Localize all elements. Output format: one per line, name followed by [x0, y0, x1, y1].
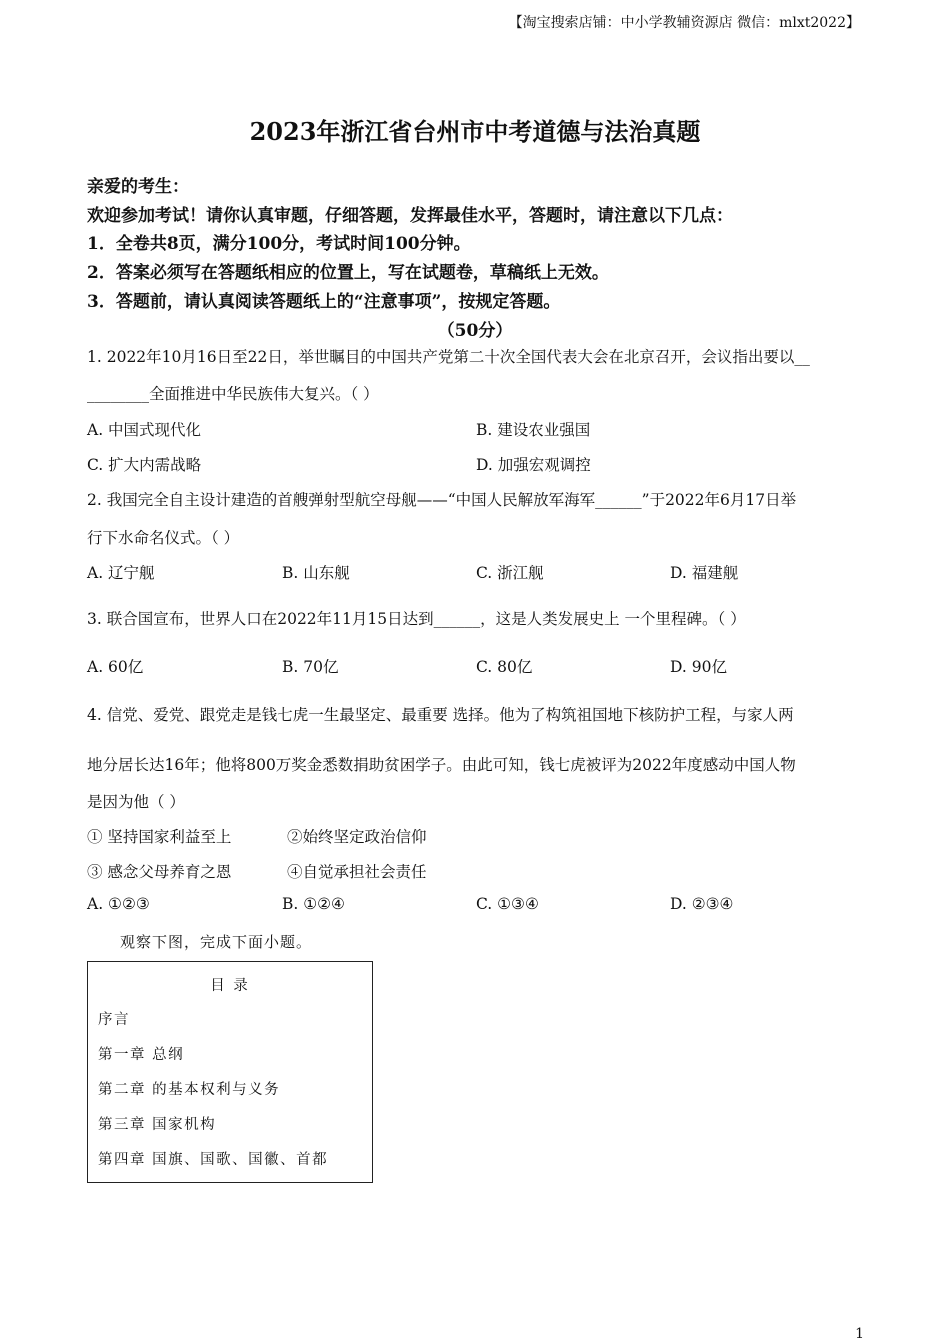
question-2-option-c: C. 浙江舰 [476, 564, 544, 582]
toc-item-chapter-1: 第一章 总纲 [98, 1047, 185, 1063]
toc-title: 目 录 [210, 978, 250, 994]
question-2-option-d: D. 福建舰 [670, 564, 739, 582]
question-4-option-a: A. ①②③ [87, 895, 150, 913]
question-3-line-1: 3. 联合国宣布，世界人口在2022年11月15日达到______，这是人类发展史上 一个里程碑。（ ） [87, 610, 746, 628]
instruction-point-3: 3．答题前，请认真阅读答题纸上的“注意事项”，按规定答题。 [87, 292, 561, 312]
question-1-line-2: ________全面推进中华民族伟大复兴。（ ） [87, 385, 379, 403]
question-2-line-2: 行下水命名仪式。（ ） [87, 529, 240, 547]
question-1-option-c: C. 扩大内需战略 [87, 456, 202, 474]
question-3-option-a: A. 60亿 [87, 658, 144, 676]
question-4-line-1: 4. 信党、爱党、跟党走是钱七虎一生最坚定、最重要 选择。他为了构筑祖国地下核防护工程，与家人两 [87, 706, 794, 724]
greeting: 亲爱的考生： [87, 177, 189, 197]
question-4-option-c: C. ①③④ [476, 895, 539, 913]
toc-item-preface: 序言 [98, 1012, 130, 1028]
instruction-point-1: 1．全卷共8页，满分100分，考试时间100分钟。 [87, 234, 471, 254]
toc-box [87, 961, 373, 1183]
question-1-option-a: A. 中国式现代化 [87, 421, 202, 439]
question-1-option-b: B. 建设农业强国 [476, 421, 591, 439]
page-number: 1 [855, 1326, 864, 1342]
page-title: 2023年浙江省台州市中考道德与法治真题 [249, 117, 701, 146]
question-4-statement-2: ②始终坚定政治信仰 [287, 828, 427, 846]
question-4-statement-3: ③ 感念父母养育之恩 [87, 863, 232, 881]
instruction-point-2: 2．答案必须写在答题纸相应的位置上，写在试题卷，草稿纸上无效。 [87, 263, 609, 283]
question-4-line-2: 地分居长达16年；他将800万奖金悉数捐助贫困学子。由此可知，钱七虎被评为2022年度感动中国人物 [87, 756, 796, 774]
question-4-option-d: D. ②③④ [670, 895, 734, 913]
question-2-line-1: 2. 我国完全自主设计建造的首艘弹射型航空母舰——“中国人民解放军海军______”于2022年6月17日举 [87, 491, 797, 509]
question-4-line-3: 是因为他（ ） [87, 793, 185, 811]
question-2-option-b: B. 山东舰 [282, 564, 350, 582]
question-1-line-1: 1. 2022年10月16日至22日，举世瞩目的中国共产党第二十次全国代表大会在北京召开，会议指出要以__ [87, 348, 810, 366]
toc-item-chapter-2: 第二章 的基本权利与义务 [98, 1082, 281, 1098]
toc-item-chapter-4: 第四章 国旗、国歌、国徽、首都 [98, 1152, 329, 1168]
question-3-option-d: D. 90亿 [670, 658, 727, 676]
question-1-option-d: D. 加强宏观调控 [476, 456, 591, 474]
section-score: （50分） [437, 321, 513, 341]
welcome-text: 欢迎参加考试！请你认真审题，仔细答题，发挥最佳水平，答题时，请注意以下几点： [87, 206, 733, 226]
question-4-statement-1: ① 坚持国家利益至上 [87, 828, 232, 846]
question-3-option-b: B. 70亿 [282, 658, 339, 676]
header-note: 【淘宝搜索店铺：中小学教辅资源店 微信：mlxt2022】 [508, 15, 860, 31]
question-4-statement-4: ④自觉承担社会责任 [287, 863, 427, 881]
question-3-option-c: C. 80亿 [476, 658, 533, 676]
toc-item-chapter-3: 第三章 国家机构 [98, 1117, 217, 1133]
figure-hint: 观察下图，完成下面小题。 [120, 933, 313, 951]
question-4-option-b: B. ①②④ [282, 895, 345, 913]
question-2-option-a: A. 辽宁舰 [87, 564, 155, 582]
